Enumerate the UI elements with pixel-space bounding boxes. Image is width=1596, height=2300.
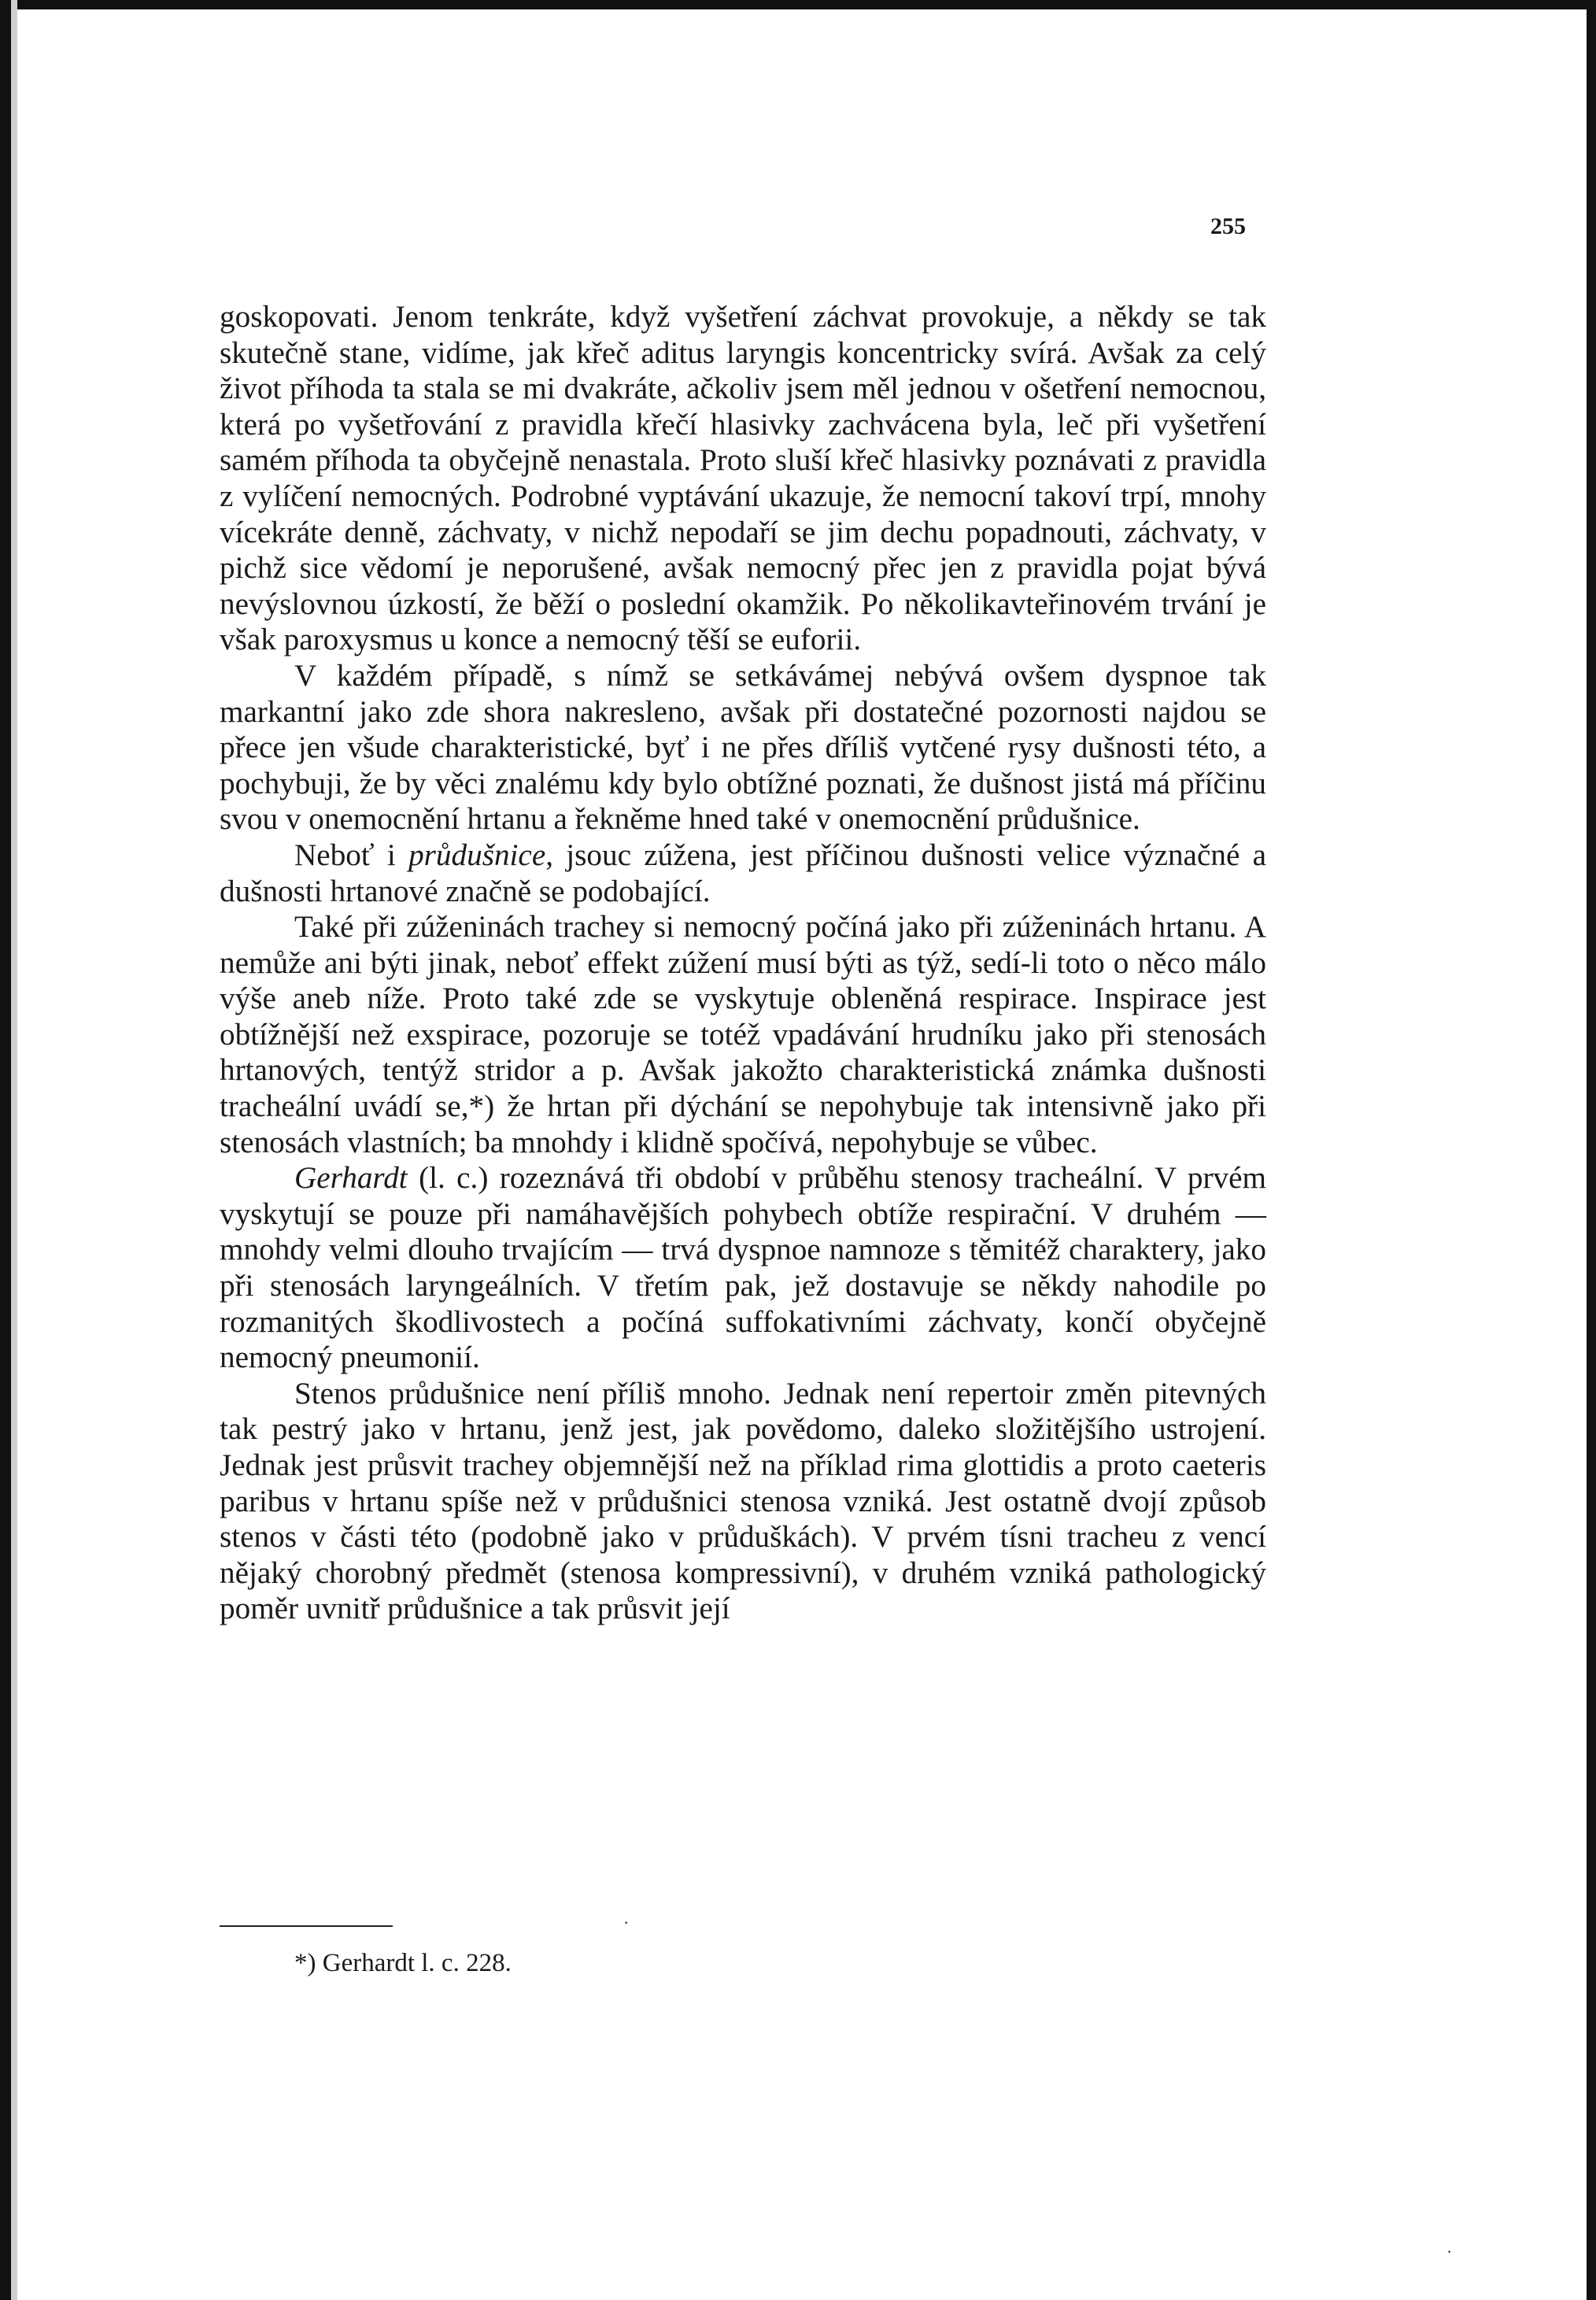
paragraph-5-rest: (l. c.) rozeznává tři období v průběhu stenosy tracheální. V prvém vyskytují se pouze při namáhavějších pohybech obtíže respirační. V druhém — mnohdy velmi dlouho trvajícím — trvá dyspnoe namnoze s těmitéž charaktery, jako při stenosách laryngeálních. V třetím pak, jež dostavuje se někdy nahodile po rozmanitých škodlivostech a počíná suffokativními záchvaty, končí obyčejně nemocný pneumonií. [220,1161,1266,1375]
paragraph-5 [220,1160,1266,1376]
scan-speck: · [1446,2242,1453,2261]
footnote-divider [220,1925,393,1927]
scan-speck: · [623,1913,630,1932]
page-number: 255 [1210,213,1246,239]
footnote: *) Gerhardt l. c. 228. [294,1949,512,1977]
paragraph-4: Také při zúženinách trachey si nemocný počíná jako při zúženinách hrtanu. A nemůže ani býti jinak, neboť effekt zúžení musí býti as týž, sedí-li toto o něco málo výše aneb níže. Proto také zde se vyskytuje obleněná respirace. Inspirace jest obtížnější než exspirace, pozoruje se totéž vpadávání hrudníku jako při stenosách hrtanových, tentýž stridor a p. Avšak jakožto charakteristická známka dušnosti tracheální uvádí se,*) že hrtan při dýchání se nepohybuje tak intensivně jako při stenosách vlastních; ba mnohdy i klidně spočívá, nepohybuje se vůbec. [220,910,1266,1159]
paragraph-1: goskopovati. Jenom tenkráte, když vyšetření záchvat provokuje, a někdy se tak skutečně stane, vidíme, jak křeč aditus laryngis koncentricky svírá. Avšak za celý život příhoda ta stala se mi dvakráte, ačkoliv jsem měl jednou v ošetření nemocnou, která po vyšetřování z pravidla křečí hlasivky zachvácena byla, leč při vyšetření samém příhoda ta obyčejně nenastala. Proto sluší křeč hlasivky poznávati z pravidla z vylíčení nemocných. Podrobné vyptávání ukazuje, že nemocní takoví trpí, mnohy vícekráte denně, záchvaty, v nichž nepodaří se jim dechu popadnouti, záchvaty, v pichž sice vědomí je neporušené, avšak nemocný přec jen z pravidla pojat bývá nevýslovnou úzkostí, že běží o poslední okamžik. Po několikavteřinovém trvání je však paroxysmus u konce a nemocný těší se euforii. [220,300,1266,657]
paragraph-2: V každém případě, s nímž se setkávámej nebývá ovšem dyspnoe tak markantní jako zde shora nakresleno, avšak při dostatečné pozornosti najdou se přece jen všude charakteristické, byť i ne přes dříliš vytčené rysy dušnosti této, a pochybuji, že by věci znalému kdy bylo obtížné poznati, že dušnost jistá má příčinu svou v onemocnění hrtanu a řekněme hned také v onemocnění průdušnice. [220,658,1266,837]
paragraph-5-italic-author: Gerhardt [294,1161,408,1196]
body-text [220,299,1266,1627]
paragraph-3-rest: , jsouc zúžena, jest příčinou dušnosti velice význačné a dušnosti hrtanové značně se podobající. [220,838,1266,908]
paragraph-3-lead: Neboť i [294,838,409,872]
paragraph-3-italic-term: průdušnice [408,838,546,872]
paragraph-6: Stenos průdušnice není příliš mnoho. Jednak není repertoir změn pitevných tak pestrý jako v hrtanu, jenž jest, jak povědomo, daleko složitějšího ustrojení. Jednak jest průsvit trachey objemnější než na příklad rima glottidis a proto caeteris paribus v hrtanu spíše než v průdušnici stenosa vzniká. Jest ostatně dvojí způsob stenos v části této (podobně jako v průduškách). V prvém tísni tracheu z vencí nějaký chorobný předmět (stenosa kompressivní), v druhém vzniká pathologický poměr uvnitř průdušnice a tak průsvit její [220,1376,1266,1626]
paragraph-3 [220,838,1266,909]
